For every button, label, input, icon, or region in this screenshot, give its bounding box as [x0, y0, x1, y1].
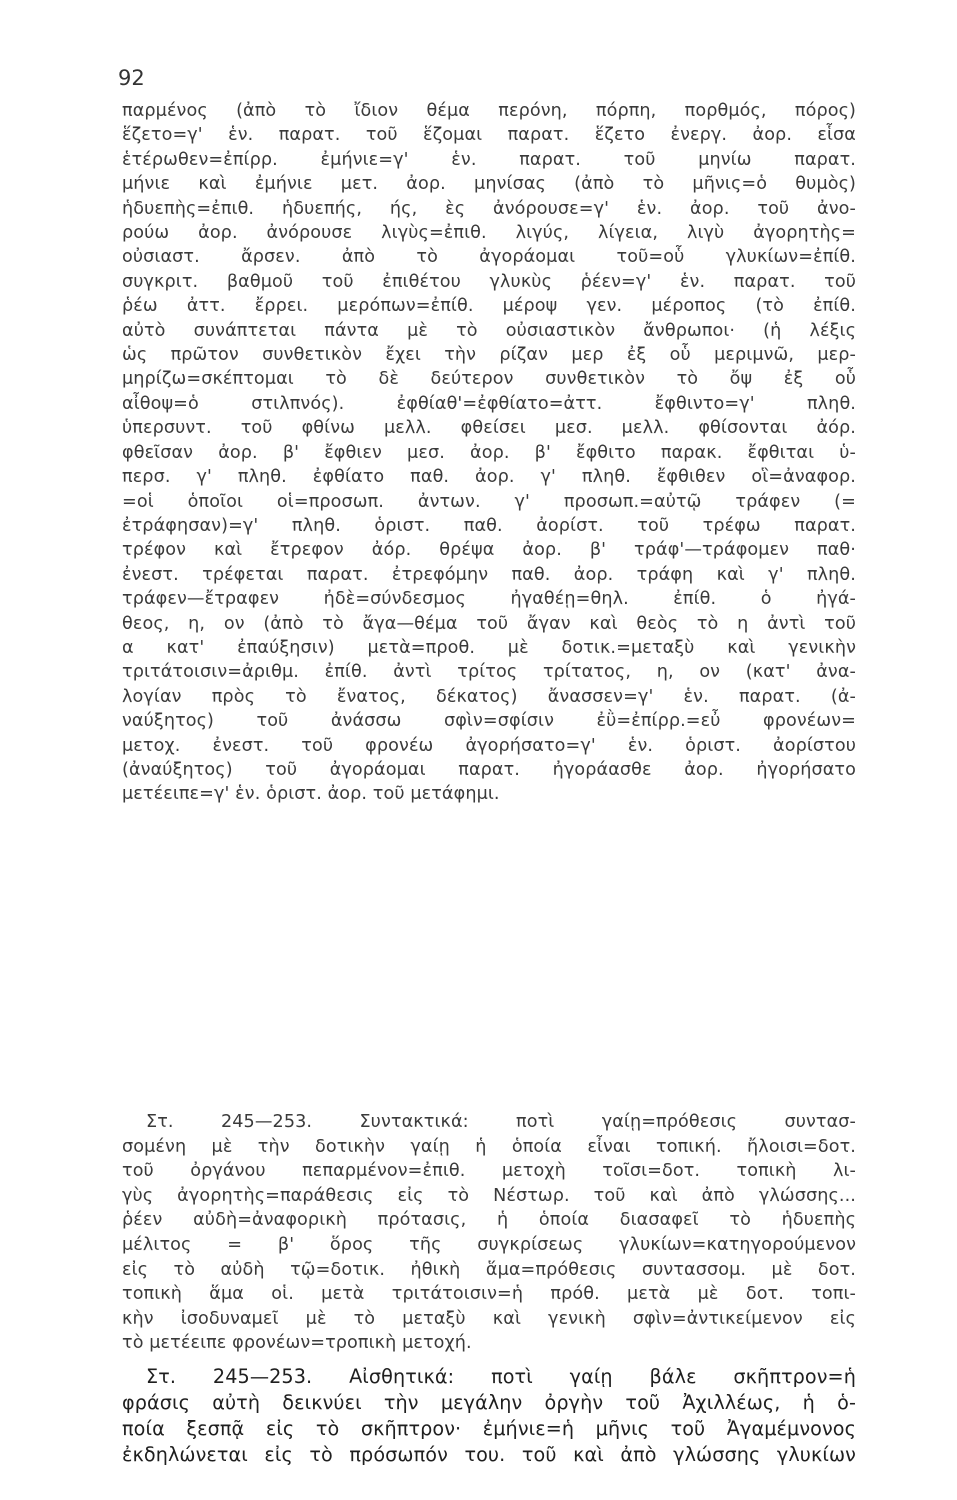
commentary-line: οὐσιαστ. ἄρσεν. ἀπὸ τὸ ἀγοράομαι τοῦ=οὗ γλυκίων=ἐπίθ.: [122, 247, 856, 268]
commentary-line: ῥέω ἀττ. ἔρρει. μερόπων=ἐπίθ. μέροψ γεν. μέροπος (τὸ ἐπίθ.: [122, 296, 856, 317]
commentary-line: περσ. γ' πληθ. ἐφθίατο παθ. ἀορ. γ' πληθ. ἔφθιθεν οἳ=ἀναφορ.: [122, 467, 856, 488]
commentary-line: ὑπερσυντ. τοῦ φθίνω μελλ. φθείσει μεσ. μελλ. φθίσονται ἀόρ.: [122, 418, 856, 439]
aesthetic-line: φράσις αὐτὴ δεικνύει τὴν μεγάλην ὀργὴν τοῦ Ἀχιλλέως, ἡ ὁ-: [122, 1391, 856, 1414]
commentary-line: τριτάτοισιν=ἀριθμ. ἐπίθ. ἀντὶ τρίτος τρίτατος, η, ον (κατ' ἀνα-: [122, 662, 856, 683]
syntax-line: ῥέεν αὐδὴ=ἀναφορικὴ πρότασις, ἡ ὁποία διασαφεῖ τὸ ἡδυεπὴς: [122, 1210, 856, 1231]
syntax-line: γὺς ἀγορητὴς=παράθεσις εἰς τὸ Νέστωρ. τοῦ καὶ ἀπὸ γλώσσης...: [122, 1185, 856, 1206]
commentary-line: ἕζετο=γ' ἑν. παρατ. τοῦ ἕζομαι παρατ. ἕζετο ἐνεργ. ἀορ. εἷσα: [122, 125, 856, 146]
syntax-paragraph: [122, 1110, 856, 1356]
commentary-line: μήνιε καὶ ἐμήνιε μετ. ἀορ. μηνίσας (ἀπὸ τὸ μῆνις=ὁ θυμὸς): [122, 174, 856, 195]
commentary-line: μετοχ. ἐνεστ. τοῦ φρονέω ἀγορήσατο=γ' ἑν. ὁριστ. ἀορίστου: [122, 735, 856, 756]
commentary-line: αἶθοψ=ὁ στιλπνός). ἐφθίαθ'=ἐφθίατο=ἀττ. ἔφθιντο=γ' πληθ.: [122, 393, 856, 414]
commentary-line: λογίαν πρὸς τὸ ἔνατος, δέκατος) ἄνασσεν=γ' ἑν. παρατ. (ἀ-: [122, 686, 856, 707]
commentary-line: φθεῖσαν ἀορ. β' ἔφθιεν μεσ. ἀορ. β' ἔφθιτο παρακ. ἔφθιται ὑ-: [122, 442, 856, 463]
syntax-line: τοπικὴ ἅμα οἱ. μετὰ τριτάτοισιν=ἡ πρόθ. μετὰ μὲ δοτ. τοπι-: [122, 1284, 856, 1305]
syntax-line: τοῦ ὀργάνου πεπαρμένον=ἐπιθ. μετοχὴ τοῖσι=δοτ. τοπικὴ λι-: [122, 1161, 856, 1182]
commentary-line: συγκριτ. βαθμοῦ τοῦ ἐπιθέτου γλυκὺς ῥέεν=γ' ἑν. παρατ. τοῦ: [122, 271, 856, 292]
commentary-line: θεος, η, ον (ἀπὸ τὸ ἄγα—θέμα τοῦ ἄγαν καὶ θεὸς τὸ η ἀντὶ τοῦ: [122, 613, 856, 634]
commentary-line: α κατ' ἐπαύξησιν) μετὰ=προθ. μὲ δοτικ.=μεταξὺ καὶ γενικὴν: [122, 637, 856, 658]
commentary-line: παρμένος (ἀπὸ τὸ ἴδιον θέμα περόνη, πόρπη, πορθμός, πόρος): [122, 101, 856, 121]
commentary-line: αὐτὸ συνάπτεται πάντα μὲ τὸ οὐσιαστικὸν ἄνθρωποι· (ἡ λέξις: [122, 320, 856, 341]
syntax-line: εἰς τὸ αὐδὴ τῷ=δοτικ. ἠθικὴ ἅμα=πρόθεσις συντασσομ. μὲ δοτ.: [122, 1259, 856, 1280]
commentary-line: (ἀναύξητος) τοῦ ἀγοράομαι παρατ. ἠγοράασθε ἀορ. ἠγορήσατο: [122, 759, 856, 780]
syntax-line: κὴν ἰσοδυναμεῖ μὲ τὸ μεταξὺ καὶ γενικὴ σφὶν=ἀντικείμενον εἰς: [122, 1308, 856, 1329]
aesthetic-line: ἐκδηλώνεται εἰς τὸ πρόσωπόν του. τοῦ καὶ ἀπὸ γλώσσης γλυκίων: [122, 1443, 856, 1466]
commentary-line: ἑτέρωθεν=ἐπίρρ. ἐμήνιε=γ' ἑν. παρατ. τοῦ μηνίω παρατ.: [122, 149, 856, 170]
commentary-line: ναύξητος) τοῦ ἀνάσσω σφὶν=σφίσιν ἐῢ=ἐπίρρ.=εὖ φρονέων=: [122, 711, 856, 732]
commentary-line: ἐνεστ. τρέφεται παρατ. ἐτρεφόμην παθ. ἀορ. τράφη καὶ γ' πληθ.: [122, 564, 856, 585]
commentary-line: ρούω ἀορ. ἀνόρουσε λιγὺς=ἐπιθ. λιγύς, λίγεια, λιγὺ ἀγορητὴς=: [122, 223, 856, 244]
commentary-line: τρέφον καὶ ἔτρεφον ἀόρ. θρέψα ἀορ. β' τράφ'—τράφομεν παθ·: [122, 540, 856, 561]
commentary-line: ὡς πρῶτον συνθετικὸν ἔχει τὴν ρίζαν μερ ἐξ οὗ μεριμνῶ, μερ-: [122, 345, 856, 366]
commentary-paragraph: [122, 99, 856, 807]
syntax-line: Στ. 245—253. Συντακτικά: ποτὶ γαίῃ=πρόθεσις συντασ-: [146, 1112, 856, 1132]
aesthetic-line: Στ. 245—253. Αἰσθητικά: ποτὶ γαίῃ βάλε σκῆπτρον=ἡ: [146, 1365, 856, 1388]
aesthetic-paragraph: [122, 1364, 856, 1468]
page-number: 92: [118, 66, 145, 90]
commentary-line: τράφεν—ἔτραφεν ἠδὲ=σύνδεσμος ἠγαθέῃ=θηλ. ἐπίθ. ὁ ἠγά-: [122, 589, 856, 610]
commentary-line: ἡδυεπὴς=ἐπιθ. ἡδυεπής, ής, ὲς ἀνόρουσε=γ' ἑν. ἀορ. τοῦ ἀνο-: [122, 198, 856, 219]
commentary-line: μηρίζω=σκέπτομαι τὸ δὲ δεύτερον συνθετικὸν τὸ ὄψ ἐξ οὗ: [122, 369, 856, 390]
syntax-line: μέλιτος = β' ὅρος τῆς συγκρίσεως γλυκίων=κατηγορούμενον: [122, 1234, 856, 1255]
commentary-line: ἐτράφησαν)=γ' πληθ. ὁριστ. παθ. ἀορίστ. τοῦ τρέφω παρατ.: [122, 515, 856, 536]
commentary-line: =οἱ ὁποῖοι οἱ=προσωπ. ἀντων. γ' προσωπ.=αὐτῷ τράφεν (=: [122, 491, 856, 512]
syntax-line: τὸ μετέειπε φρονέων=τροπικὴ μετοχή.: [122, 1333, 472, 1354]
commentary-line: μετέειπε=γ' ἑν. ὁριστ. ἀορ. τοῦ μετάφημι.: [122, 784, 500, 805]
syntax-line: σομένη μὲ τὴν δοτικὴν γαίῃ ἡ ὁποία εἶναι τοπική. ἤλοισι=δοτ.: [122, 1136, 856, 1157]
aesthetic-line: ποία ξεσπᾷ εἰς τὸ σκῆπτρον· ἐμήνιε=ἡ μῆνις τοῦ Ἀγαμέμνονος: [122, 1417, 856, 1440]
